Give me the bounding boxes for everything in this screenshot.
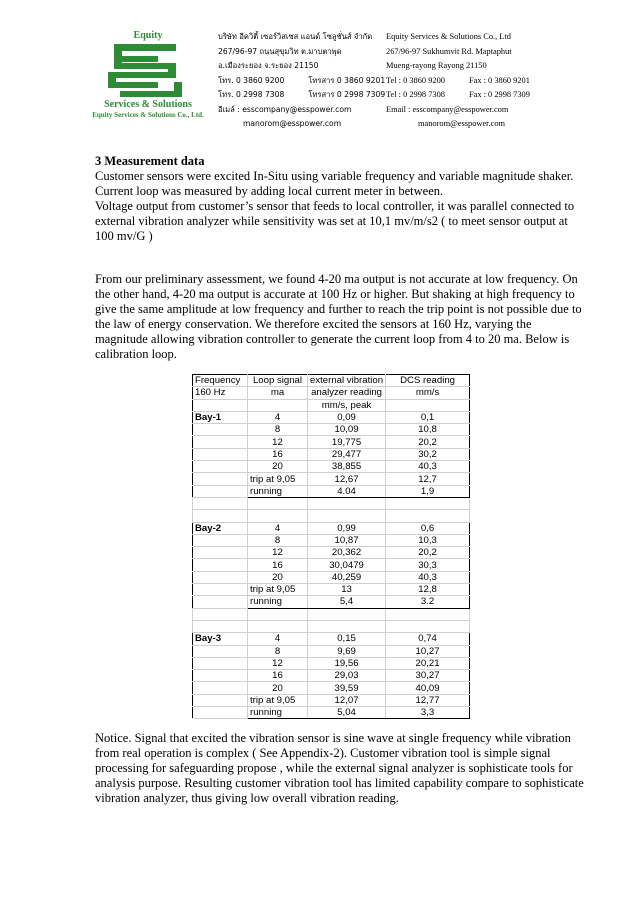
table-spacer-row [193, 497, 470, 509]
loop-signal-cell: 12 [248, 657, 308, 669]
analyzer-reading-cell: 0,99 [308, 522, 386, 534]
thai-tel: โทร. 0 3860 9200 [218, 75, 285, 85]
thai-email-1: อีเมล์ : esscompany@esspower.com [218, 104, 352, 114]
loop-signal-cell: 20 [248, 571, 308, 583]
loop-signal-cell: 4 [248, 633, 308, 645]
bay-label: Bay-3 [193, 633, 248, 645]
table-row [193, 485, 470, 497]
table-cell [308, 510, 386, 522]
table-row [193, 547, 470, 559]
logo-company-text: Equity Services & Solutions Co., Ltd. [92, 111, 204, 119]
table-header-cell: Loop signal [248, 375, 308, 387]
thai-tel-2: โทร. 0 2998 7308 [218, 90, 285, 99]
dcs-reading-cell: 12,7 [386, 473, 470, 485]
calibration-table-wrapper [192, 374, 470, 719]
dcs-reading-cell: 40,3 [386, 571, 470, 583]
table-cell [193, 461, 248, 473]
table-row [193, 670, 470, 682]
english-phone-line-2 [386, 88, 530, 103]
table-cell [308, 497, 386, 509]
loop-signal-cell: 12 [248, 436, 308, 448]
thai-address-block [218, 30, 385, 132]
loop-signal-cell: 20 [248, 461, 308, 473]
analyzer-reading-cell: 0,15 [308, 633, 386, 645]
table-header-cell [193, 399, 248, 411]
paragraph-method: Customer sensors were excited In-Situ using variable frequency and variable magnitude shaker. Current loop was measured by adding local current meter in between. Voltage output from customer’s sensor that feeds to local controller, it was parallel connected to external vibration analyzer while sensitivity was set at 10,1 mv/m/s2 ( to meet sensor output at 100 mv/G ) [95, 169, 575, 243]
table-header-row [193, 387, 470, 399]
analyzer-reading-cell: 20,362 [308, 547, 386, 559]
loop-signal-cell: 4 [248, 411, 308, 423]
paragraph-notice: Notice. Signal that excited the vibration sensor is sine wave at single frequency while vibration from real operation is complex ( See Appendix-2). Customer vibration tool is simple signal processing for safeguarding propose , while the external signal analyzer is sophisticate tools for analysis purpose. Resulting customer vibration tool has limited capability compare to sophisticate vibration analyzer, thus giving low overall vibration reading. [95, 731, 584, 805]
table-cell [193, 547, 248, 559]
thai-fax-2: โทรสาร 0 2998 7309 [308, 90, 386, 99]
dcs-reading-cell: 0,1 [386, 411, 470, 423]
thai-address-line: 267/96-97 ถนนสุขุมวิท ต.มาบตาพุด [218, 46, 342, 56]
bay-label: Bay-2 [193, 522, 248, 534]
table-cell [193, 620, 248, 632]
analyzer-reading-cell: 19,56 [308, 657, 386, 669]
analyzer-reading-cell: 9,69 [308, 645, 386, 657]
analyzer-reading-cell: 29,477 [308, 448, 386, 460]
table-cell [386, 608, 470, 620]
logo-top-text: Equity [133, 30, 163, 41]
loop-signal-cell: 8 [248, 424, 308, 436]
loop-signal-cell: trip at 9,05 [248, 694, 308, 706]
english-fax: Fax : 0 3860 9201 [468, 75, 530, 85]
dcs-reading-cell: 10,27 [386, 645, 470, 657]
section-title: 3 Measurement data [95, 154, 205, 168]
table-cell [193, 473, 248, 485]
loop-signal-cell: 12 [248, 547, 308, 559]
dcs-reading-cell: 10,3 [386, 534, 470, 546]
table-header-row [193, 399, 470, 411]
calibration-table [192, 374, 470, 719]
dcs-reading-cell: 0,6 [386, 522, 470, 534]
english-email-1: Email : esscompany@esspower.com [386, 104, 509, 114]
loop-signal-cell: 8 [248, 534, 308, 546]
table-header-cell: mm/s, peak [308, 399, 386, 411]
table-row [193, 584, 470, 596]
table-header-cell: Frequency [193, 375, 248, 387]
dcs-reading-cell: 0,74 [386, 633, 470, 645]
table-row [193, 645, 470, 657]
table-row [193, 473, 470, 485]
table-row [193, 461, 470, 473]
analyzer-reading-cell: 19,775 [308, 436, 386, 448]
table-cell [248, 608, 308, 620]
table-row [193, 571, 470, 583]
logo-sub-text: Services & Solutions [104, 99, 192, 110]
table-cell [193, 571, 248, 583]
table-spacer-row [193, 608, 470, 620]
dcs-reading-cell: 12,8 [386, 584, 470, 596]
thai-company-name: บริษัท อีควิตี้ เซอร์วิสเซส แอนด์ โซลูชั่นส์ จำกัด [218, 32, 373, 41]
loop-signal-cell: running [248, 485, 308, 497]
table-cell [386, 620, 470, 632]
analyzer-reading-cell: 4.04 [308, 485, 386, 497]
dcs-reading-cell: 20,21 [386, 657, 470, 669]
english-address-block [386, 30, 530, 132]
paragraph-assessment: From our preliminary assessment, we found 4-20 ma output is not accurate at low frequency. On the other hand, 4-20 ma output is accurate at 100 Hz or higher. But shaking at high frequency to give the same amplitude at low frequency and further to reach the trip point is not possible due to the law of energy conservation. We therefore excited the sensors at 160 Hz, varying the magnitude allowing vibration controller to generate the current loop from 4 to 20 ma. Below is calibration loop. [95, 272, 582, 361]
table-cell [193, 436, 248, 448]
table-row [193, 596, 470, 608]
company-logo [86, 28, 210, 120]
analyzer-reading-cell: 12,67 [308, 473, 386, 485]
table-cell [248, 497, 308, 509]
table-cell [193, 694, 248, 706]
table-row [193, 707, 470, 719]
table-cell [248, 620, 308, 632]
ess-logo-icon [108, 42, 188, 98]
bay-label: Bay-1 [193, 411, 248, 423]
analyzer-reading-cell: 40,259 [308, 571, 386, 583]
table-row [193, 436, 470, 448]
table-cell [193, 485, 248, 497]
dcs-reading-cell: 3,3 [386, 707, 470, 719]
loop-signal-cell: 16 [248, 559, 308, 571]
table-row [193, 559, 470, 571]
dcs-reading-cell: 40,09 [386, 682, 470, 694]
table-header-cell: ma [248, 387, 308, 399]
table-row [193, 694, 470, 706]
table-header-cell [248, 399, 308, 411]
dcs-reading-cell: 12,77 [386, 694, 470, 706]
dcs-reading-cell: 40,3 [386, 461, 470, 473]
analyzer-reading-cell: 30,0479 [308, 559, 386, 571]
dcs-reading-cell: 30,27 [386, 670, 470, 682]
table-cell [308, 620, 386, 632]
table-row [193, 448, 470, 460]
table-cell [193, 645, 248, 657]
table-header-cell: analyzer reading [308, 387, 386, 399]
analyzer-reading-cell: 39,59 [308, 682, 386, 694]
table-cell [386, 510, 470, 522]
table-header-row [193, 375, 470, 387]
table-header-cell [386, 399, 470, 411]
table-cell [193, 424, 248, 436]
table-cell [193, 707, 248, 719]
loop-signal-cell: running [248, 707, 308, 719]
analyzer-reading-cell: 10,87 [308, 534, 386, 546]
table-cell [193, 497, 248, 509]
table-cell [193, 584, 248, 596]
dcs-reading-cell: 30,2 [386, 448, 470, 460]
loop-signal-cell: 20 [248, 682, 308, 694]
loop-signal-cell: 4 [248, 522, 308, 534]
loop-signal-cell: running [248, 596, 308, 608]
english-city-line: Mueng-rayong Rayong 21150 [386, 61, 487, 70]
table-cell [193, 657, 248, 669]
analyzer-reading-cell: 13 [308, 584, 386, 596]
dcs-reading-cell: 3.2 [386, 596, 470, 608]
dcs-reading-cell: 10,8 [386, 424, 470, 436]
thai-phone-line-2 [218, 88, 385, 103]
table-cell [193, 559, 248, 571]
dcs-reading-cell: 1,9 [386, 485, 470, 497]
table-cell [308, 608, 386, 620]
table-row [193, 682, 470, 694]
loop-signal-cell: trip at 9,05 [248, 584, 308, 596]
loop-signal-cell: trip at 9,05 [248, 473, 308, 485]
loop-signal-cell: 8 [248, 645, 308, 657]
table-row [193, 657, 470, 669]
analyzer-reading-cell: 10,09 [308, 424, 386, 436]
table-cell [193, 682, 248, 694]
english-email-2: manorom@esspower.com [418, 119, 506, 128]
analyzer-reading-cell: 12,07 [308, 694, 386, 706]
table-cell [193, 596, 248, 608]
table-cell [193, 608, 248, 620]
table-cell [193, 510, 248, 522]
dcs-reading-cell: 20,2 [386, 547, 470, 559]
dcs-reading-cell: 30,3 [386, 559, 470, 571]
table-spacer-row [193, 510, 470, 522]
analyzer-reading-cell: 0,09 [308, 411, 386, 423]
english-address-line: 267/96-97 Sukhumvit Rd. Maptaphut [386, 46, 512, 56]
table-spacer-row [193, 620, 470, 632]
analyzer-reading-cell: 5,4 [308, 596, 386, 608]
thai-email-2: manorom@esspower.com [243, 119, 342, 128]
dcs-reading-cell: 20,2 [386, 436, 470, 448]
table-row [193, 534, 470, 546]
table-header-cell: mm/s [386, 387, 470, 399]
thai-fax: โทรสาร 0 3860 9201 [308, 75, 386, 85]
loop-signal-cell: 16 [248, 670, 308, 682]
english-tel: Tel : 0 3860 9200 [386, 75, 445, 85]
english-tel-2: Tel : 0 2998 7308 [386, 90, 445, 99]
table-row [193, 411, 470, 423]
table-cell [193, 448, 248, 460]
table-header-cell: 160 Hz [193, 387, 248, 399]
table-row [193, 424, 470, 436]
english-company-name: Equity Services & Solutions Co., Ltd [386, 32, 511, 41]
analyzer-reading-cell: 29,03 [308, 670, 386, 682]
table-cell [248, 510, 308, 522]
table-row [193, 522, 470, 534]
table-cell [193, 534, 248, 546]
analyzer-reading-cell: 5,04 [308, 707, 386, 719]
loop-signal-cell: 16 [248, 448, 308, 460]
table-header-cell: external vibration [308, 375, 386, 387]
table-row [193, 633, 470, 645]
thai-city-line: อ.เมืองระยอง จ.ระยอง 21150 [218, 61, 319, 70]
table-header-cell: DCS reading [386, 375, 470, 387]
thai-phone-line [218, 74, 385, 89]
analyzer-reading-cell: 38,855 [308, 461, 386, 473]
english-fax-2: Fax : 0 2998 7309 [468, 90, 530, 99]
table-cell [386, 497, 470, 509]
english-phone-line [386, 74, 530, 89]
table-cell [193, 670, 248, 682]
